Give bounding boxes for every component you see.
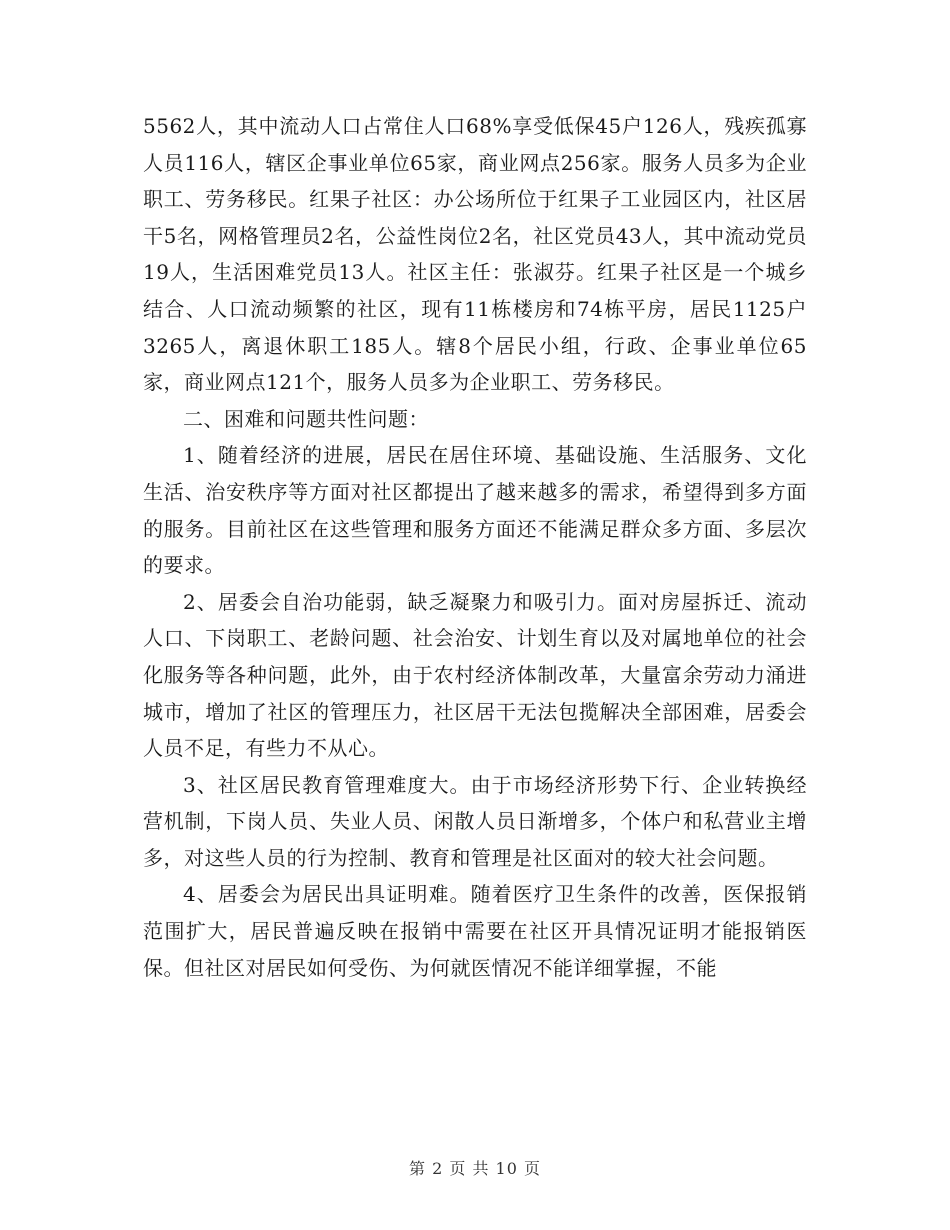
paragraph-issue-3: 3、社区居民教育管理难度大。由于市场经济形势下行、企业转换经营机制，下岗人员、失业人员、闲散人员日渐增多，个体户和私营业主增多，对这些人员的行为控制、教育和管理是社区面对的较大社会问题。 xyxy=(143,772,807,870)
document-body xyxy=(143,108,807,986)
section-heading-difficulties: 二、困难和问题共性问题： xyxy=(183,406,429,431)
paragraph-issue-2: 2、居委会自治功能弱，缺乏凝聚力和吸引力。面对房屋拆迁、流动人口、下岗职工、老龄问题、社会治安、计划生育以及对属地单位的社会化服务等各种问题，此外，由于农村经济体制改革，大量富余劳动力涌进城市，增加了社区的管理压力，社区居干无法包揽解决全部困难，居委会人员不足，有些力不从心。 xyxy=(143,589,807,761)
paragraph-issue-1: 1、随着经济的进展，居民在居住环境、基础设施、生活服务、文化生活、治安秩序等方面对社区都提出了越来越多的需求，希望得到多方面的服务。目前社区在这些管理和服务方面还不能满足群众多方面、多层次的要求。 xyxy=(143,443,807,578)
paragraph-community-overview: 5562人，其中流动人口占常住人口68%享受低保45户126人，残疾孤寡人员116人，辖区企事业单位65家，商业网点256家。服务人员多为企业职工、劳务移民。红果子社区：办公场所位于红果子工业园区内，社区居干5名，网格管理员2名，公益性岗位2名，社区党员43人，其中流动党员19人，生活困难党员13人。社区主任：张淑芬。红果子社区是一个城乡结合、人口流动频繁的社区，现有11栋楼房和74栋平房，居民1125户3265人，离退休职工185人。辖8个居民小组，行政、企事业单位65家，商业网点121个，服务人员多为企业职工、劳务移民。 xyxy=(143,114,807,395)
page-footer: 第 2 页 共 10 页 xyxy=(409,1159,541,1178)
paragraph-issue-4: 4、居委会为居民出具证明难。随着医疗卫生条件的改善，医保报销范围扩大，居民普遍反映在报销中需要在社区开具情况证明才能报销医保。但社区对居民如何受伤、为何就医情况不能详细掌握，不能 xyxy=(143,882,807,980)
